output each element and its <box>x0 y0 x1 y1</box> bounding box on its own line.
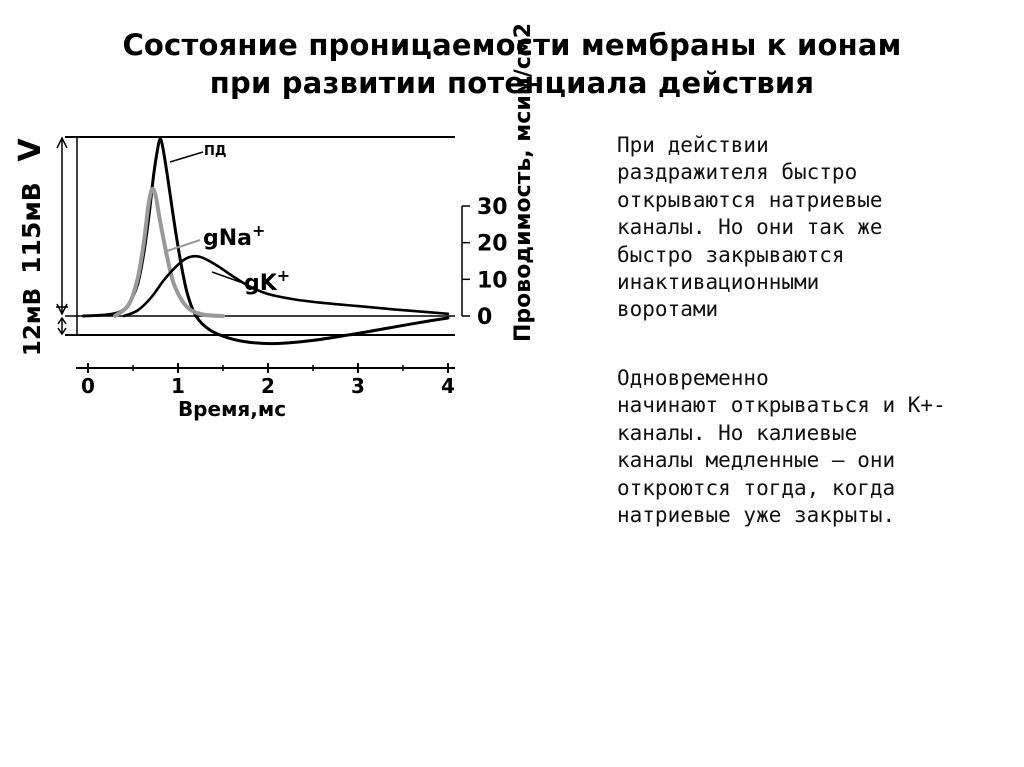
x-tick-label: 3 <box>351 374 365 398</box>
right-tick-label: 10 <box>477 268 508 294</box>
left-label-v: V <box>13 138 48 162</box>
right-tick-label: 30 <box>477 195 508 220</box>
left-label-12mv: 12мВ <box>20 287 46 357</box>
gna-series-label <box>203 221 265 251</box>
x-tick-label: 2 <box>261 374 275 398</box>
right-tick-label: 0 <box>477 305 493 330</box>
left-label-115mv: 115мВ <box>17 182 46 274</box>
right-axis-title-text: Проводимость, мсим/см2 <box>511 22 536 342</box>
pd-curve <box>84 139 449 344</box>
series-label-base: gNa <box>203 226 253 251</box>
series-layer <box>84 139 449 344</box>
right-tick-label: 20 <box>477 231 508 257</box>
slide-title-line-1: Состояние проницаемости мембраны к ионам <box>122 28 902 62</box>
gk-series-label <box>244 266 290 296</box>
explanation-paragraph-2: Одновременно начинают открываться и К+- каналы. Но калиевые каналы медленные – они откроются тогда, когда натриевые уже закрыты. <box>617 366 946 528</box>
x-axis <box>76 363 455 398</box>
x-tick-label: 0 <box>81 374 95 398</box>
gna-label-leader <box>164 240 200 252</box>
slide-title-line-2: при развитии потенциала действия <box>209 66 815 100</box>
x-axis-label: Время,мс <box>177 397 287 421</box>
series-label-sign: + <box>252 221 266 240</box>
gna-curve <box>115 189 223 316</box>
right-axis <box>462 195 508 330</box>
series-label-sign: + <box>276 266 291 285</box>
explanation-paragraph-1: При действии раздражителя быстро открываются натриевые каналы. Но они так же быстро закрываются инактивационными воротами <box>617 133 883 322</box>
pd-series-label: ПД <box>204 144 227 159</box>
left-scale-bracket <box>56 138 68 334</box>
x-tick-label: 1 <box>171 374 185 398</box>
series-label-base: gK <box>244 271 277 296</box>
pd-label-leader <box>170 152 203 162</box>
right-axis-title <box>511 23 536 342</box>
x-tick-label: 4 <box>441 374 455 398</box>
